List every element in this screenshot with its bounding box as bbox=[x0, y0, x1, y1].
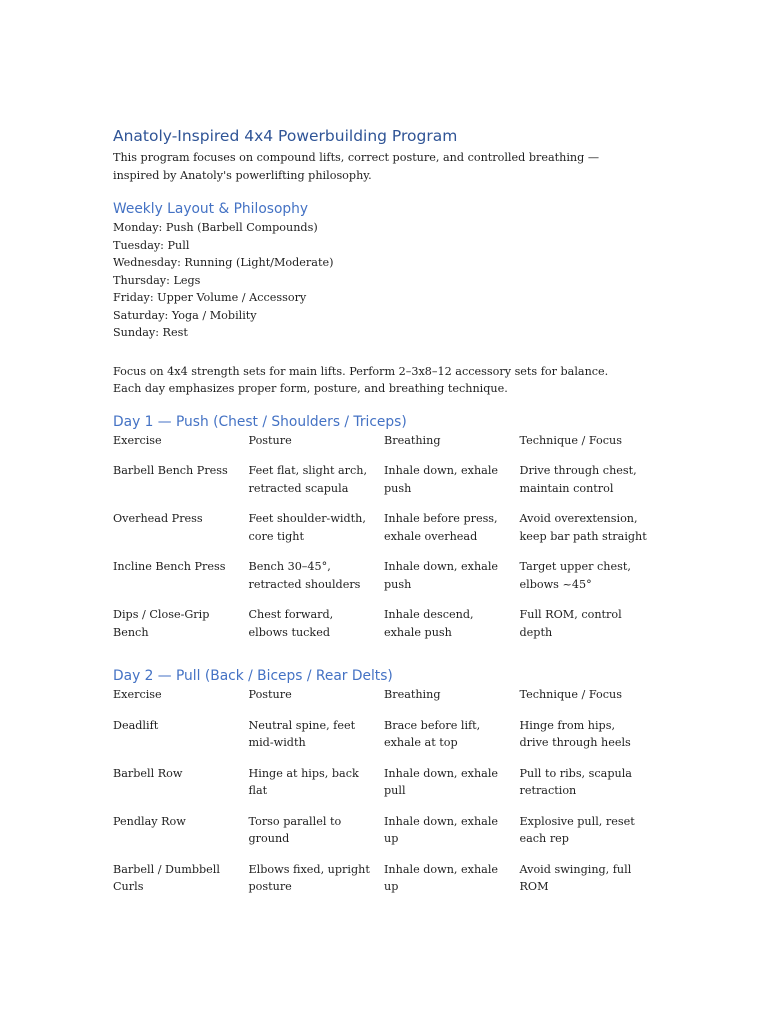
table-header-row bbox=[113, 686, 655, 717]
weekly-day-list bbox=[113, 219, 653, 342]
table-row bbox=[113, 558, 655, 606]
technique-cell: Hinge from hips, drive through heels bbox=[519, 718, 631, 749]
document-body bbox=[113, 126, 653, 896]
intro-paragraph: This program focuses on compound lifts, correct posture, and controlled breathing — inspired by Anatoly's powerlifting philosophy. bbox=[113, 151, 600, 182]
exercise-cell: Dips / Close-Grip Bench bbox=[113, 608, 210, 639]
table-row bbox=[113, 462, 655, 510]
weekly-day-item: Sunday: Rest bbox=[113, 326, 188, 339]
weekly-day-item: Monday: Push (Barbell Compounds) bbox=[113, 221, 318, 234]
weekly-day-item: Wednesday: Running (Light/Moderate) bbox=[113, 256, 334, 269]
posture-cell: Neutral spine, feet mid-width bbox=[248, 718, 356, 749]
document-title: Anatoly-Inspired 4x4 Powerbuilding Program bbox=[113, 127, 458, 145]
table-row bbox=[113, 510, 655, 558]
technique-cell: Drive through chest, maintain control bbox=[519, 464, 637, 495]
breathing-cell: Inhale down, exhale pull bbox=[384, 766, 499, 797]
technique-cell: Avoid overextension, keep bar path straight bbox=[519, 512, 647, 543]
breathing-cell: Inhale descend, exhale push bbox=[384, 608, 474, 639]
exercise-cell: Barbell Row bbox=[113, 766, 183, 780]
breathing-cell: Inhale down, exhale push bbox=[384, 464, 499, 495]
table-row bbox=[113, 861, 655, 896]
posture-cell: Chest forward, elbows tucked bbox=[248, 608, 334, 639]
weekly-day-item: Tuesday: Pull bbox=[113, 238, 190, 252]
focus-paragraph: Focus on 4x4 strength sets for main lifts. Perform 2–3x8–12 accessory sets for balance. Each day emphasizes proper form, posture, and breathing technique. bbox=[113, 364, 609, 395]
weekly-day-item: Friday: Upper Volume / Accessory bbox=[113, 291, 307, 304]
posture-cell: Feet shoulder-width, core tight bbox=[248, 512, 366, 543]
posture-cell: Feet flat, slight arch, retracted scapula bbox=[248, 464, 368, 495]
technique-cell: Avoid swinging, full ROM bbox=[519, 862, 632, 893]
posture-cell: Elbows fixed, upright posture bbox=[248, 862, 370, 893]
day1-heading: Day 1 — Push (Chest / Shoulders / Triceps) bbox=[113, 413, 407, 430]
column-header: Exercise bbox=[113, 433, 162, 447]
posture-cell: Bench 30–45°, retracted shoulders bbox=[248, 560, 361, 591]
breathing-cell: Inhale down, exhale up bbox=[384, 814, 499, 845]
posture-cell: Hinge at hips, back flat bbox=[248, 766, 359, 797]
technique-cell: Explosive pull, reset each rep bbox=[519, 814, 635, 845]
breathing-cell: Inhale down, exhale push bbox=[384, 560, 499, 591]
table-row bbox=[113, 813, 655, 861]
weekly-heading: Weekly Layout & Philosophy bbox=[113, 201, 309, 217]
column-header: Technique / Focus bbox=[519, 688, 622, 701]
column-header: Breathing bbox=[384, 688, 441, 701]
exercise-cell: Barbell / Dumbbell Curls bbox=[113, 862, 220, 893]
exercise-cell: Barbell Bench Press bbox=[113, 464, 228, 477]
exercise-cell: Pendlay Row bbox=[113, 814, 186, 828]
column-header: Posture bbox=[248, 688, 292, 701]
exercise-cell: Deadlift bbox=[113, 718, 159, 732]
table-header-row bbox=[113, 432, 655, 463]
table-row bbox=[113, 717, 655, 765]
column-header: Exercise bbox=[113, 688, 162, 701]
day2-table bbox=[113, 686, 655, 896]
exercise-cell: Incline Bench Press bbox=[113, 560, 226, 573]
technique-cell: Full ROM, control depth bbox=[519, 608, 622, 639]
day1-table bbox=[113, 432, 655, 642]
technique-cell: Target upper chest, elbows ~45° bbox=[519, 560, 631, 591]
exercise-cell: Overhead Press bbox=[113, 512, 203, 525]
table-row bbox=[113, 606, 655, 641]
day2-heading: Day 2 — Pull (Back / Biceps / Rear Delts) bbox=[113, 668, 393, 684]
column-header: Posture bbox=[248, 433, 292, 447]
technique-cell: Pull to ribs, scapula retraction bbox=[519, 766, 632, 797]
posture-cell: Torso parallel to ground bbox=[248, 814, 342, 845]
column-header: Breathing bbox=[384, 433, 441, 447]
breathing-cell: Inhale down, exhale up bbox=[384, 862, 499, 893]
column-header: Technique / Focus bbox=[519, 433, 622, 447]
breathing-cell: Brace before lift, exhale at top bbox=[384, 718, 481, 749]
weekly-day-item: Thursday: Legs bbox=[113, 273, 201, 287]
breathing-cell: Inhale before press, exhale overhead bbox=[384, 512, 498, 543]
table-row bbox=[113, 765, 655, 813]
weekly-day-item: Saturday: Yoga / Mobility bbox=[113, 308, 257, 322]
